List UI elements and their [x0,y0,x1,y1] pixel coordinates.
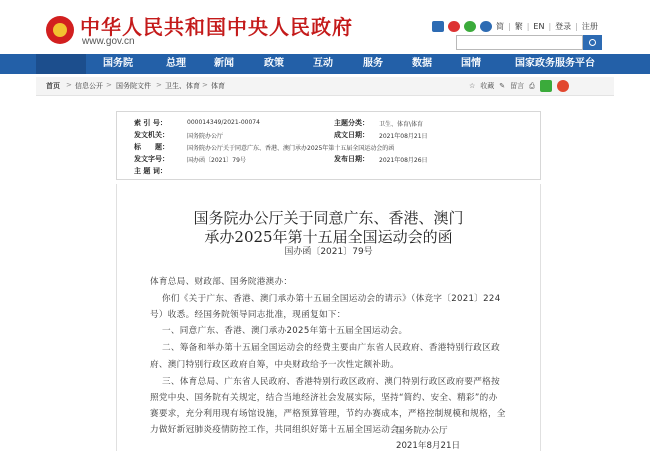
breadcrumb-health-sports[interactable]: 卫生、体育 [165,82,200,90]
nav-item-policy[interactable]: 政策 [264,58,284,69]
breadcrumb-state-council-docs[interactable]: 国务院文件 [116,82,151,90]
document-paragraph-line: 二、筹备和举办第十五届全国运动会的经费主要由广东省人民政府、香港特别行政区政 [162,343,500,353]
meta-keywords-label: 主 题 词： [134,167,167,175]
globe-icon[interactable] [480,21,492,32]
document-paragraph-line: 赛要求，充分利用现有场馆设施，严格预算管理，节约办赛成本，严格控制规模和规格，全 [150,409,506,419]
document-paragraph-line: 府、澳门特别行政区政府自筹，中央财政给予一次性定额补助。 [150,360,400,370]
nav-item-interaction[interactable]: 互动 [313,58,333,69]
search-input[interactable] [456,35,583,50]
top-links [432,19,598,33]
document-number: 国办函〔2021〕79号 [284,247,373,257]
document-paragraph-line: 照党中央、国务院有关规定，结合当地经济社会发展实际，坚持“简约、安全、精彩”的办 [150,393,498,403]
meta-issuer-value: 国务院办公厅 [187,133,224,140]
document-title-line-2: 承办2025年第十五届全国运动会的函 [204,228,453,246]
site-url: www.gov.cn [82,36,135,47]
meta-created-value: 2021年08月21日 [379,133,428,140]
breadcrumb-separator: > [66,81,72,89]
meta-category-value: 卫生、体育\体育 [379,121,424,128]
document-paragraph-line: 三、体育总局、广东省人民政府、香港特别行政区政府、澳门特别行政区政府要严格按 [162,377,500,387]
meta-published-value: 2021年08月26日 [379,157,428,164]
meta-index-label: 索 引 号： [134,119,167,127]
divider: | [575,21,578,31]
comment-icon[interactable]: ✎ [499,82,506,90]
register-link[interactable]: 注册 [581,21,598,31]
nav-item-premier[interactable]: 总理 [166,58,186,69]
meta-title-label: 标 题： [134,143,169,151]
breadcrumb-separator: > [202,81,208,89]
nav-item-data[interactable]: 数据 [412,58,432,69]
simplified-link[interactable]: 简 [496,21,504,31]
document-date: 2021年8月21日 [396,441,461,451]
nav-home-icon[interactable] [36,54,86,74]
weibo-icon[interactable] [448,21,460,32]
meta-title-value: 国务院办公厅关于同意广东、香港、澳门承办2025年第十五届全国运动会的函 [187,145,395,152]
divider: | [526,21,530,31]
breadcrumb-sports[interactable]: 体育 [211,82,225,90]
site-header [0,0,650,54]
national-emblem-icon[interactable] [46,16,74,44]
meta-created-label: 成文日期： [334,131,369,139]
breadcrumb-separator: > [156,81,162,89]
mail-icon[interactable] [432,21,444,32]
wechat-share-icon[interactable] [540,80,552,92]
meta-index-value: 000014349/2021-00074 [187,119,260,126]
search-icon [589,39,596,46]
document-paragraph-line: 一、同意广东、香港、澳门承办2025年第十五届全国运动会。 [162,326,408,336]
divider: | [508,21,511,31]
nav-item-state-council[interactable]: 国务院 [103,58,133,69]
comment-label[interactable]: 留言 [510,82,525,90]
document-paragraph-line: 力做好新冠肺炎疫情防控工作，共同组织好第十五届全国运动会。 [150,425,408,435]
meta-number-value: 国办函〔2021〕79号 [187,157,246,164]
meta-category-label: 主题分类： [334,119,369,127]
breadcrumb-separator: > [106,81,112,89]
site-title[interactable]: 中华人民共和国中央人民政府 [80,15,353,39]
traditional-link[interactable]: 繁 [514,21,523,31]
favorite-label[interactable]: 收藏 [480,82,495,90]
meta-number-label: 发文字号： [134,155,169,163]
wechat-icon[interactable] [464,21,476,32]
page-tools [469,80,569,92]
document-paragraph-line: 号）收悉。经国务院领导同志批准，现函复如下： [150,310,346,320]
weibo-share-icon[interactable] [557,80,569,92]
document-paragraph-line: 你们《关于广东、香港、澳门承办第十五届全国运动会的请示》（体竞字〔2021〕224 [162,294,501,304]
nav-item-national-conditions[interactable]: 国情 [461,58,481,69]
nav-item-news[interactable]: 新闻 [214,58,234,69]
english-link[interactable]: EN [533,21,545,31]
breadcrumb-info-disclosure[interactable]: 信息公开 [75,82,103,90]
favorite-icon[interactable]: ☆ [469,82,476,90]
search-button[interactable] [583,35,602,50]
print-icon[interactable]: ⎙ [529,81,535,90]
document-signature: 国务院办公厅 [396,426,448,436]
meta-issuer-label: 发文机关： [134,131,169,139]
meta-published-label: 发布日期： [334,155,369,163]
login-link[interactable]: 登录 [555,21,572,31]
breadcrumb-home[interactable]: 首页 [46,82,60,90]
nav-item-services[interactable]: 服务 [363,58,383,69]
document-title-line-1: 国务院办公厅关于同意广东、香港、澳门 [193,209,464,227]
divider: | [548,21,552,31]
document-recipients: 体育总局、财政部、国务院港澳办： [150,277,293,287]
nav-item-gov-service-platform[interactable]: 国家政务服务平台 [515,58,595,69]
